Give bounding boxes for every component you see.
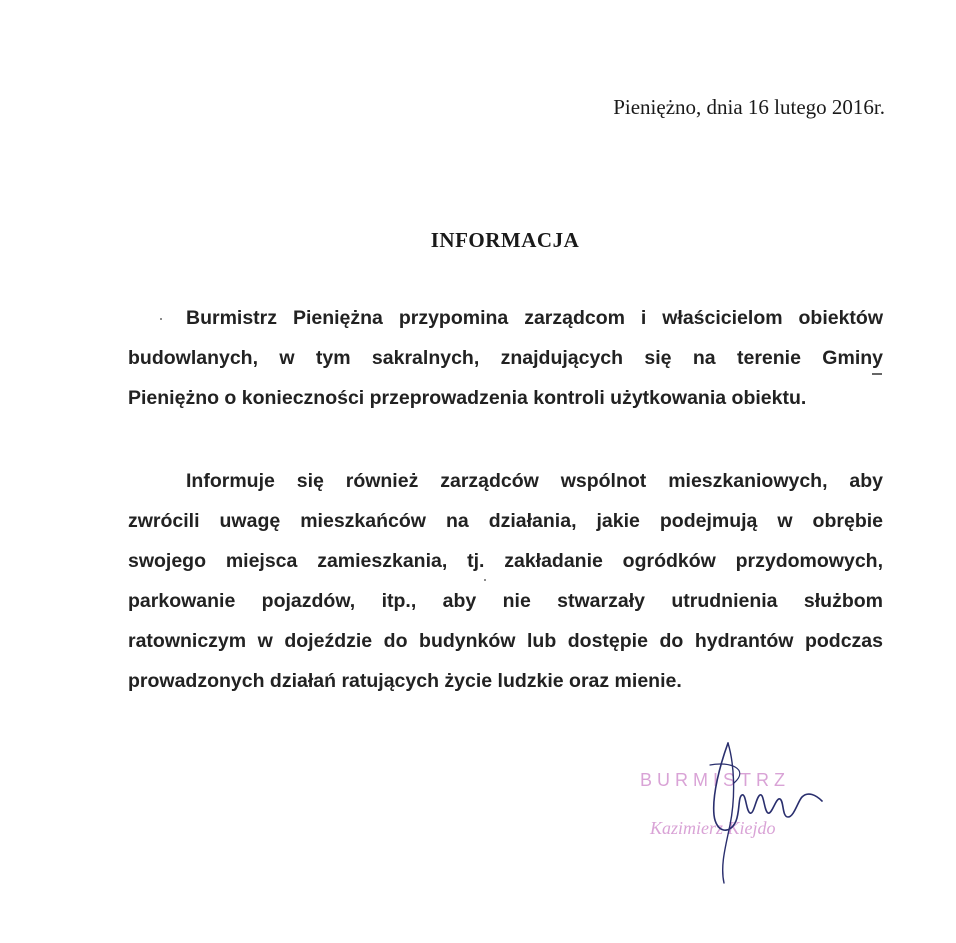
scan-speck: [160, 318, 162, 320]
document-title: INFORMACJA: [430, 228, 580, 252]
scan-speck: [872, 373, 882, 375]
date-line: Pieniężno, dnia 16 lutego 2016r.: [613, 95, 885, 119]
paragraph-1: [128, 298, 883, 418]
paragraph-2-line-5: ratowniczym w dojeździe do budynków lub dostępie do hydrantów podczas: [128, 630, 883, 652]
stamp-name: Kazimierz Kiejdo: [650, 818, 776, 838]
paragraph-1-line-1: Burmistrz Pieniężna przypomina zarządcom i właścicielom obiektów: [186, 307, 883, 329]
paragraph-2: [128, 461, 883, 701]
paragraph-2-line-2: zwrócili uwagę mieszkańców na działania, jakie podejmują w obrębie: [128, 510, 883, 532]
stamp-title: BURMISTRZ: [640, 770, 790, 790]
handwritten-signature: [690, 735, 840, 885]
paragraph-2-line-4: parkowanie pojazdów, itp., aby nie stwarzały utrudnienia służbom: [128, 590, 883, 612]
paragraph-2-line-6: prowadzonych działań ratujących życie ludzkie oraz mienie.: [128, 670, 682, 692]
paragraph-1-line-2: budowlanych, w tym sakralnych, znajdujących się na terenie Gminy: [128, 347, 883, 369]
paragraph-2-line-1: Informuje się również zarządców wspólnot mieszkaniowych, aby: [186, 470, 883, 492]
scan-speck: [484, 579, 486, 581]
paragraph-1-line-3: Pieniężno o konieczności przeprowadzenia kontroli użytkowania obiektu.: [128, 387, 807, 409]
paragraph-2-line-3: swojego miejsca zamieszkania, tj. zakładanie ogródków przydomowych,: [128, 550, 883, 572]
